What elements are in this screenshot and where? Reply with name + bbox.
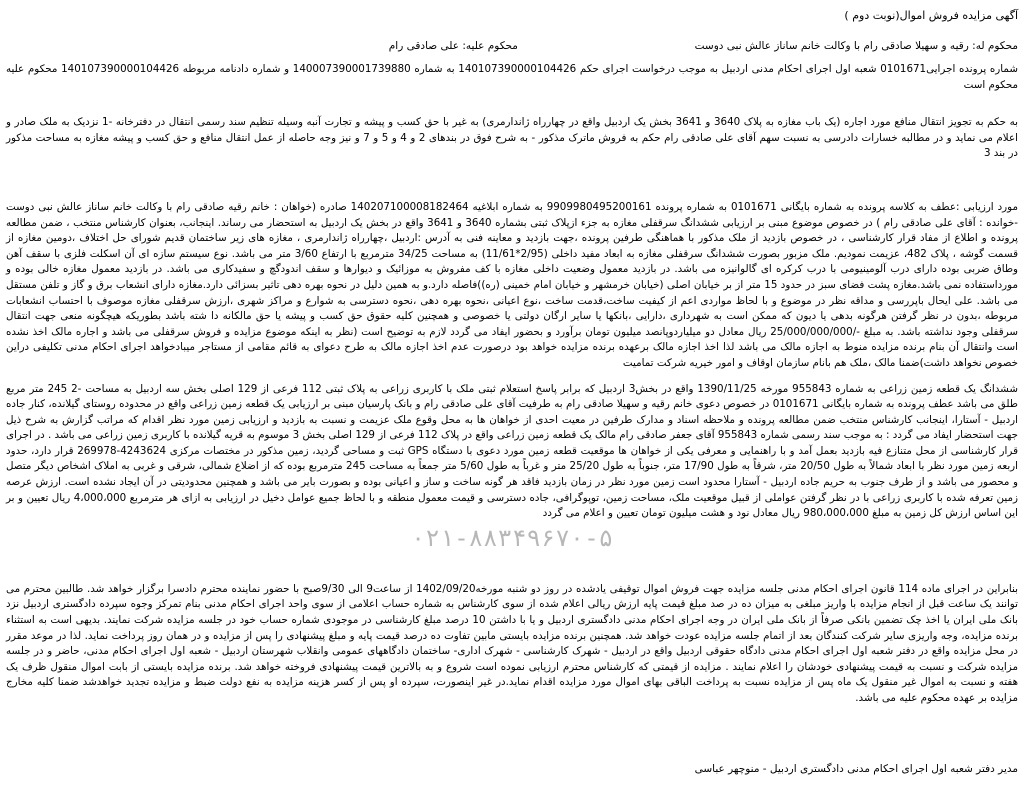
- case-info-paragraph: شماره پرونده اجرایی0101671 شعبه اول اجرای احکام مدنی اردبیل به موجب درخواست اجرای حکم 140107390000104426 به شماره 140007390001739880 و شماره دادنامه مربوطه 140107390000104426 محکوم علیه محکوم است: [6, 63, 1018, 91]
- appraisal-1-paragraph: [6, 200, 1018, 372]
- spacer: [6, 93, 1018, 115]
- auction-notice-paragraph: بنابراین در اجرای ماده 114 قانون اجرای احکام مدنی جلسه مزایده جهت فروش اموال توقیفی یادشده در روز دو شنبه مورخه1402/09/20 از ساعت9 الی 9/30صبح با حضور نماینده محترم دادسرا برگزار خواهد شد. طالبین محترم می توانند یک ساعت قبل از انجام مزایده با واریز مبلغی به میزان ده در صد مبلغ قیمت پایه ارزش ریالی اعلام شده از سوی کارشناس به شماره حساب اعلامی از سوی واحد اجرای احکام مدنی بنام تمرکز وجوه سپرده دادگستری اردبیل نزد بانک ملی ایران یا اخذ چک تضمین بانکی صرفاً از بانک ملی ایران در وجه اجرای احکام مدنی دادگستری اردبیل و یا با داشتن 10 درصد مبلغ کارشناسی در موجودی شماره حساب خود در جلسه مزایده شرکت نمایند. بدیهی است به استثناء برنده مزایده، وجه واریزی سایر شرکت کنندگان بعد از اتمام جلسه مزایده عودت خواهد شد. همچنین برنده مزایده بایستی مابین تفاوت ده درصد قیمت پایه و مبلغ پیشنهادی را پس از مزایده و در همان روز پرداخت نماید. لذا در موعد مقرر در محل مزایده واقع در دفتر شعبه اول اجرای احکام مدنی دادگاه حقوقی اردبیل واقع در اردبیل - شهرک کارشناسی - شهرک اداری- ساختمان دادگاههای عمومی وانقلاب شهرستان اردبیل - شعبه اول اجرای احکام مدنی، حاضر و در جلسه مزایده شرکت و نسبت به قیمت پیشنهادی خودشان را اعلام نمایند . مزایده از قیمتی که کارشناس محترم ارزیابی نموده است شروع و به بالاترین قیمت پیشنهادی فروخته خواهد شد. برنده مزایده بایستی از بابت اموال منقول ظرف یک هفته و نسبت به اموال غیر منقول یک ماه پس از مزایده نسبت به پرداخت الباقی بهای اموال مورد مزایده اقدام نماید.در غیر اینصورت، سپرده او پس از کسر هزینه مزایده به نفع دولت ضبط و مزایده تجدید خواهدشد ضمنا کلیه مخارج مزایده بر عهده محکوم علیه می باشد.: [6, 582, 1018, 704]
- signature-role: مدیر دفتر شعبه اول اجرای احکام مدنی دادگستری اردبیل - منوچهر عباسی: [694, 763, 1018, 775]
- appraisal-1-note: لازم به توضیح است (نظر به اینکه موضوع مزایده و فروش سرقفلی می باشد و اجاره مالک اخذ نشده است وانتقال آن بنام برنده مزایده منوط به اجازه مالک می باشد لذا اخذ اجازه مالک برعهده برنده مزایده خواهد بود درصورت عدم اخذ اجازه مالک به طرح دعوای به قائم مقامی از مستاجر میبادخواهد اجرای احکام مدنی تکلیفی دراین خصوص نخواهد داشت)ضمنا مالک ،ملک هم بانام سازمان اوقاف و امور خیریه شرکت تمامیت: [6, 325, 1018, 369]
- auction-notice-document: [6, 8, 1018, 786]
- notice-title: آگهی مزایده فروش اموال(نوبت دوم ): [844, 9, 1018, 22]
- signature-block: [695, 761, 1018, 778]
- watermark-phone: ۰۲۱-۸۸۳۴۹۶۷۰-۵: [410, 523, 614, 552]
- appraisal-2-paragraph: ششدانگ یک قطعه زمین زراعی به شماره 955843 مورخه 1390/11/25 واقع در بخش3 اردبیل که برابر پاسخ استعلام ثبتی ملک با کاربری زراعی به پلاک ثبتی 112 فرعی از 129 اصلی بخش سه اردبیل به مساحت -2 245 متر مربع طلق می باشد عطف پرونده به شماره بایگانی 0101671 در خصوص دعوی خانم رقیه و سهیلا صادقی رام به طرفیت آقای علی صادقی رام و بانک پارسیان مبنی بر ارزیابی یک قطعه زمین زراعی واقع در محدوده روستای گیلانده، کنار جاده اردبیل - آستارا، اینجانب کارشناس منتخب ضمن مطالعه پرونده و ملاحظه اسناد و مدارک طرفین در معیت احدی از خواهان ها به محل وقوع ملک عزیمت و نسبت به بازدید و ارزیابی زمین مورد نظر اقدام که مراتب گزارش به شرح ذیل جهت استحضار ایفاد می گردد : به موجب سند رسمی شماره 955843 آقای جعفر صادقی رام مالک یک قطعه زمین زراعی واقع در پلاک 112 فرعی از 129 اصلی بخش 3 موسوم به قریه گیلانده با کاربری زمین زراعی می باشد . در اجرای قرار کارشناسی از محل متنازع فیه بازدید بعمل آمد و با راهنمایی و معرفی یکی از خواهان ها موقعیت قطعه زمین مورد دعوی با دستگاه GPS ثبت و مساحی گردید، زمین مذکور در مختصات مرکزی 4243624-269978 قرار دارد، حدود اربعه زمین مورد نظر با ابعاد شمالاً به طول 20/50 متر، شرقاً به طول 17/90 متر، جنوباً به طول 25/20 متر و غرباً به طول 5/60 متر جمعاً به مساحت 245 مترمربع بوده که از اضلاع شمالی، شرقی و غربی به املاک اشخاص دیگر متصل و محصور می باشد و از طرف جنوب به حریم جاده اردبیل - آستارا محدود است زمین مورد نظر در زمان بازدید فاقد هر گونه ساخت و ساز و اعیانی بوده و بصورت بایر می باشد و همچنین محدودیتی در آن ایجاد نشده است. ارزش عرصه زمین تعرفه شده با کاربری زراعی با در نظر گرفتن عواملی از قبیل موقعیت ملک، مساحت زمین، توپوگرافی، جاده دسترسی و قیمت معمول منطقه و با لحاظ جمیع عوامل دخیل در ارزیابی به ازای هر مترمربع 4،000،000 ریال تعیین و بر این اساس ارزش کل زمین به مبلغ 980،000،000 ریال معادل نود و هشت میلیون تومان تعیین و اعلام می گردد: [6, 382, 1019, 520]
- spacer: [6, 162, 1018, 200]
- convicted-against-text: محکوم علیه: علی صادقی رام: [388, 40, 518, 52]
- ruling-paragraph: به حکم به تجویز انتقال منافع مورد اجاره (یک باب مغازه به پلاک 3640 و 3641 بخش یک اردبیل واقع در چهارراه ژاندارمری) به غیر با حق کسب و پیشه و تجارت آنبه وسیله تنظیم سند رسمی انتقال در دفترخانه -1 نزدیک به ملک صادر و اعلام می نماید و در مطالبه خسارات دادرسی به نسبت سهم آقای علی صادقی رام حکم به فروش ماترک مذکور - به شرح فوق در بندهای 2 و 4 و 5 و 7 و نیز وجه حاصله از عمل انتقال منافع و حق کسب و پیشه مغازه به مساحت مذکور در بند 3: [6, 116, 1018, 160]
- spacer: [6, 372, 1018, 382]
- convicted-for-text: محکوم له: رقیه و سهیلا صادقی رام با وکالت خانم ساناز عالش نبی دوست: [694, 40, 1018, 52]
- parties-line: [6, 38, 1018, 54]
- appraisal-1-text: مورد ارزیابی :عطف به کلاسه پرونده به شماره بایگانی 0101671 به شماره پرونده 9909980495200161 به شماره ابلاغیه 140207100008182464 صادره (خواهان : خانم رقیه صادقی رام با وکالت خانم ساناز عالش نبی دوست -خوانده : آقای علی صادقی رام ) در خصوص موضوع مبنی بر ارزیابی ششدانگ سرقفلی مغازه به جزء ازپلاک ثبتی بشماره 3640 و 3641 واقع در بخش یک اردبیل به استحضار می رساند. اینجانب، بعنوان کارشناس منتخب ، ضمن مطالعه پرونده و اطلاع از مفاد قرار کارشناسی ، در خصوص بازدید از ملک مذکور با هماهنگی طرفین پرونده ،جهت بازدید و معاینه فنی به آدرس :اردبیل ،چهارراه ژاندارمری ، مغازه های زیر ساختمان قدیم شورای حل اختلاف ،دومین مغازه از قسمت گوشه ، پلاک 482، عزیمت نمودیم. ملک مزبور بصورت ششدانگ سرقفلی مغازه به ابعاد مفید داخلی (2/95*11/61) به مساحت 34/25 مترمربع با ارتفاع 3/60 متر می باشد. نوع سیستم سازه ای آن اسکلت فلزی با سقف آهن وطاق ضربی بوده دارای درب آلومینیومی با درب کرکره ای گالوانیزه می باشد. در بازدید معمول وضعیت داخلی مغازه با کف مفروش به موزائیک و دیوارها و سقف اندودگچ و سفیدکاری می باشد. در بازدید معمول مغازه خالی بوده و مورداستفاده نمی باشد.مغازه پشت فضای سبز در حدود 15 متر از بر خیابان اصلی (خیابان خرمشهر و خیابان امام خمینی (ره))فاصله دارد.و به همین دلیل در نحوه بهره دهی تاثیر بسزائی دارد.مغازه دارای انشعاب برق و گاز و تلفن مستقل می باشد. علی ایحال باپررسی و مداقه نظر در موضوع و با لحاظ مواردی اعم از کیفیت ساخت،قدمت ساخت ،نوع اعیانی ،نحوه بهره دهی ،نحوه دسترسی به شوارع و مراکز شهری ،ارزش سرقفلی مغازه موصوف با احتساب انشعابات مربوطه ،بدون در نظر گرفتن هرگونه بدهی یا دیون که ممکن است به شهرداری ،دارایی ،بانکها یا سایر ارگان دولتی یا خصوصی و همچنین کلیه حقوق حق کسب و پیشه یا حق مالکانه دا شته باشد بطوریکه هیچگونه منعی جهت انتقال سرقفلی وجود نداشته باشد. به مبلغ -/25/000/000/000 ریال معادل دو میلیاردوپانصد میلیون تومان برآورد و بحضور ایفاد می گردد: [6, 200, 1019, 338]
- spacer: [6, 552, 1018, 582]
